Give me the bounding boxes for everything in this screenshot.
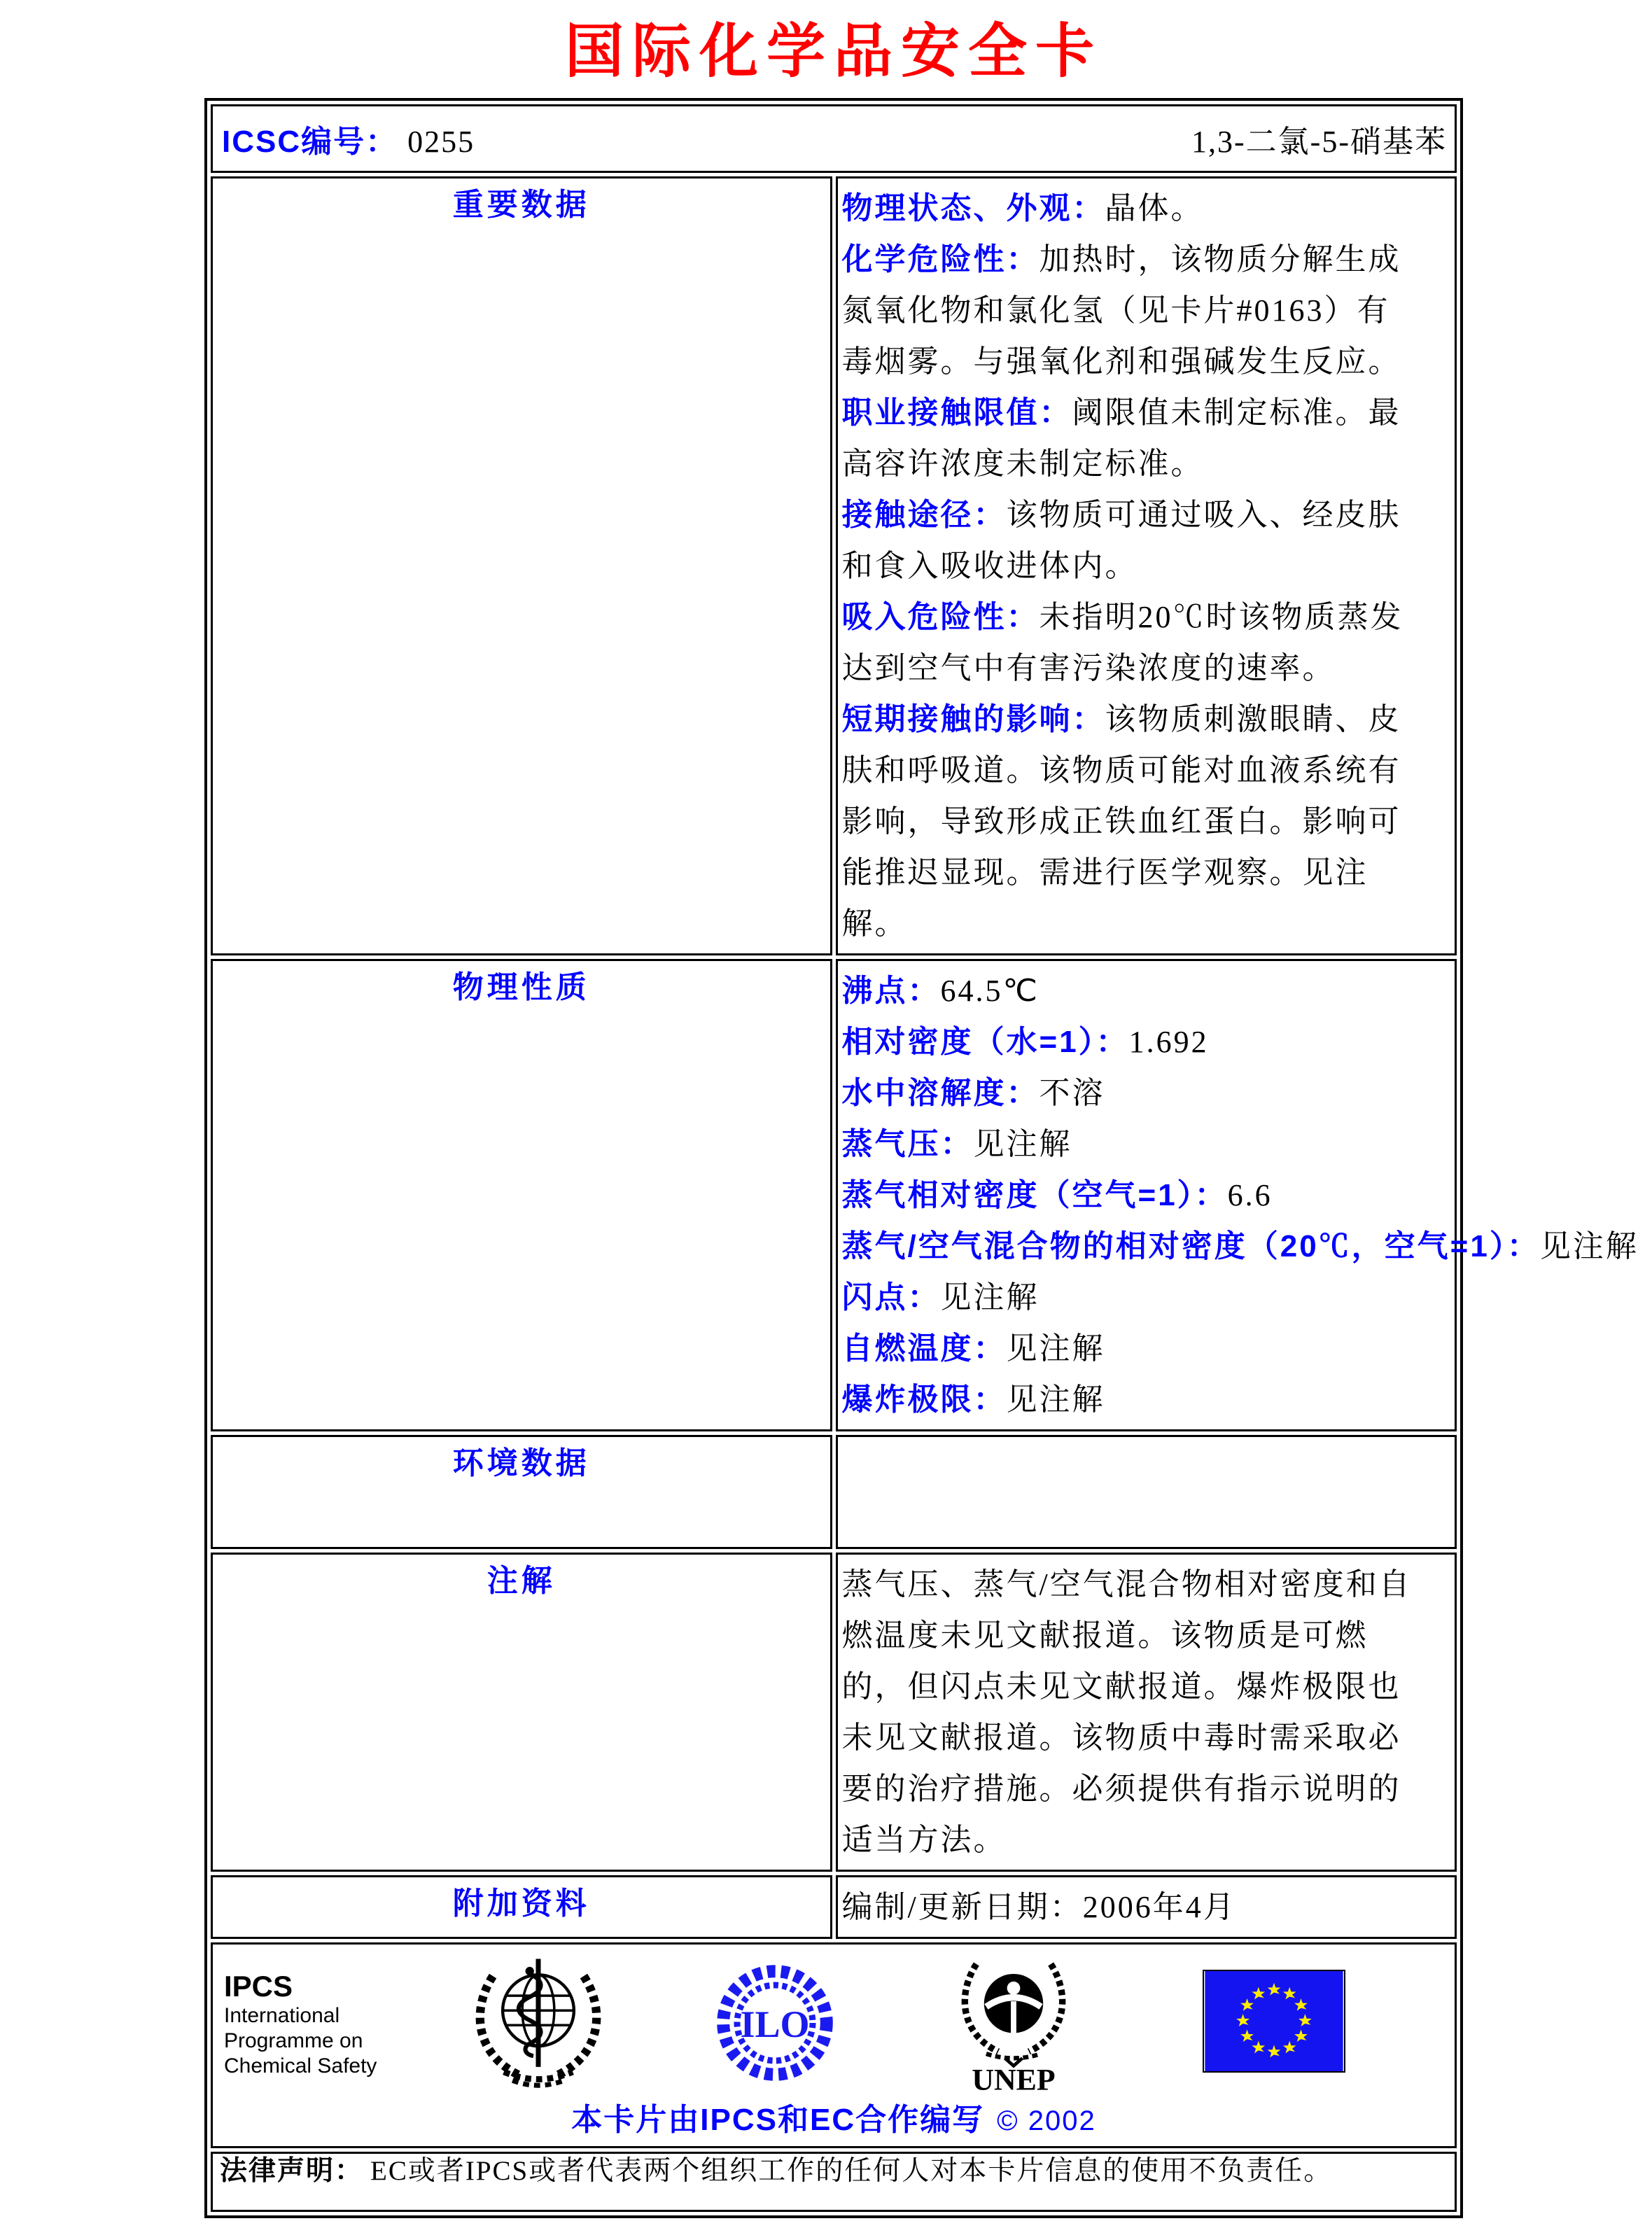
property-term: 闪点： [841, 1280, 941, 1315]
legal-statement [220, 2154, 1448, 2189]
ipcs-acronym: IPCS [224, 1970, 293, 2003]
property-line [842, 965, 1413, 1016]
header-cell [211, 104, 1457, 173]
field-desc: 晶体。 [1105, 191, 1204, 225]
property-term: 爆炸极限： [841, 1382, 1007, 1417]
section-label-important-data: 重要数据 [211, 176, 832, 955]
environmental-data-row [211, 1435, 1457, 1549]
physical-properties-row [211, 959, 1457, 1431]
field-desc: 阈限值未制定标准。最高容许浓度未制定标准。 [841, 395, 1401, 481]
property-line [842, 1272, 1413, 1323]
page-title: 国际化学品安全卡 [564, 18, 1102, 84]
important-item [842, 183, 1413, 234]
logos-row [211, 1942, 1457, 2148]
property-term: 沸点： [841, 974, 941, 1008]
property-line [842, 1374, 1413, 1425]
section-label-physical-properties: 物理性质 [211, 959, 832, 1431]
ipcs-line: Programme on [224, 2029, 363, 2052]
property-value: 1.692 [1128, 1025, 1209, 1059]
property-term: 蒸气/空气混合物的相对密度（20℃，空气=1）： [841, 1229, 1540, 1263]
header-row [211, 104, 1457, 173]
property-line [841, 1221, 1639, 1272]
icsc-table [204, 98, 1639, 2218]
ipcs-line: International [224, 2004, 340, 2027]
field-term: 短期接触的影响： [841, 702, 1105, 736]
property-term: 自燃温度： [841, 1331, 1007, 1366]
ilo-logo-icon [711, 1960, 839, 2089]
important-item [842, 234, 1413, 387]
legal-cell [211, 2152, 1457, 2212]
property-value: 不溶 [1039, 1076, 1105, 1110]
icsc-number-value: 0255 [407, 125, 475, 159]
additional-info-row [211, 1875, 1457, 1939]
field-term: 接触途径： [841, 498, 1007, 532]
important-data-content [836, 176, 1457, 955]
field-desc: 未指明20℃时该物质蒸发达到空气中有害污染浓度的速率。 [841, 600, 1404, 685]
field-term: 吸入危险性： [841, 600, 1040, 634]
property-term: 相对密度（水=1）： [841, 1025, 1129, 1059]
icsc-number-label: ICSC编号： [222, 125, 398, 159]
field-term: 物理状态、外观： [841, 191, 1105, 225]
field-desc: 加热时，该物质分解生成氮氧化物和氯化氢（见卡片#0163）有毒烟雾。与强氧化剂和强碱发生反应。 [841, 242, 1401, 379]
legal-label: 法律声明： [220, 2156, 364, 2186]
who-logo-icon [469, 1952, 608, 2095]
notes-row [211, 1553, 1457, 1872]
physical-properties-content [836, 959, 1639, 1431]
icsc-number-group [222, 116, 475, 161]
property-line [842, 1170, 1413, 1221]
property-line [842, 1016, 1413, 1067]
unep-logo-icon [953, 1949, 1074, 2098]
section-label-additional-info: 附加资料 [211, 1875, 832, 1939]
section-label-notes: 注解 [211, 1553, 832, 1872]
important-item [842, 387, 1413, 489]
notes-content: 蒸气压、蒸气/空气混合物相对密度和自燃温度未见文献报道。该物质是可燃的，但闪点未见文献报道。爆炸极限也未见文献报道。该物质中毒时需采取必要的治疗措施。必须提供有指示说明的适当方法。 [836, 1553, 1457, 1872]
eu-flag-icon [1203, 1970, 1345, 2073]
property-term: 蒸气压： [841, 1127, 974, 1161]
ipcs-text-block [224, 1970, 377, 2079]
environmental-data-content [836, 1435, 1457, 1549]
credit-line [213, 2094, 1455, 2139]
chemical-name: 1,3-二氯-5-硝基苯 [1191, 125, 1447, 159]
important-item [842, 489, 1413, 591]
important-item [842, 591, 1413, 694]
property-value: 见注解 [1006, 1331, 1105, 1366]
logos-cell [211, 1942, 1457, 2148]
property-value: 见注解 [940, 1280, 1040, 1315]
property-line [842, 1119, 1413, 1170]
property-term: 蒸气相对密度（空气=1）： [841, 1178, 1228, 1212]
legal-text: EC或者IPCS或者代表两个组织工作的任何人对本卡片信息的使用不负责任。 [370, 2156, 1333, 2186]
section-label-environmental-data: 环境数据 [211, 1435, 832, 1549]
field-term: 职业接触限值： [841, 395, 1072, 430]
ilo-letters: ILO [740, 2003, 810, 2045]
unep-letters: UNEP [972, 2063, 1056, 2094]
important-item [842, 694, 1413, 949]
important-data-row [211, 176, 1457, 955]
property-value: 见注解 [1006, 1382, 1105, 1417]
legal-row [211, 2152, 1457, 2212]
additional-info-content: 编制/更新日期：2006年4月 [836, 1875, 1457, 1939]
property-value: 6.6 [1227, 1178, 1273, 1212]
copyright-text: © 2002 [997, 2106, 1096, 2136]
property-value: 见注解 [1539, 1229, 1639, 1263]
property-line [842, 1323, 1413, 1374]
field-term: 化学危险性： [841, 242, 1040, 276]
field-desc: 该物质刺激眼睛、皮肤和呼吸道。该物质可能对血液系统有影响，导致形成正铁血红蛋白。影响可能推迟显现。需进行医学观察。见注解。 [841, 702, 1401, 941]
property-value: 64.5℃ [940, 974, 1040, 1008]
ipcs-line: Chemical Safety [224, 2054, 377, 2078]
property-line [842, 1067, 1413, 1119]
property-term: 水中溶解度： [841, 1076, 1040, 1110]
credit-text: 本卡片由IPCS和EC合作编写 [571, 2103, 985, 2137]
field-desc: 该物质可通过吸入、经皮肤和食入吸收进体内。 [841, 498, 1401, 583]
property-value: 见注解 [973, 1127, 1072, 1161]
header-content [214, 107, 1454, 170]
